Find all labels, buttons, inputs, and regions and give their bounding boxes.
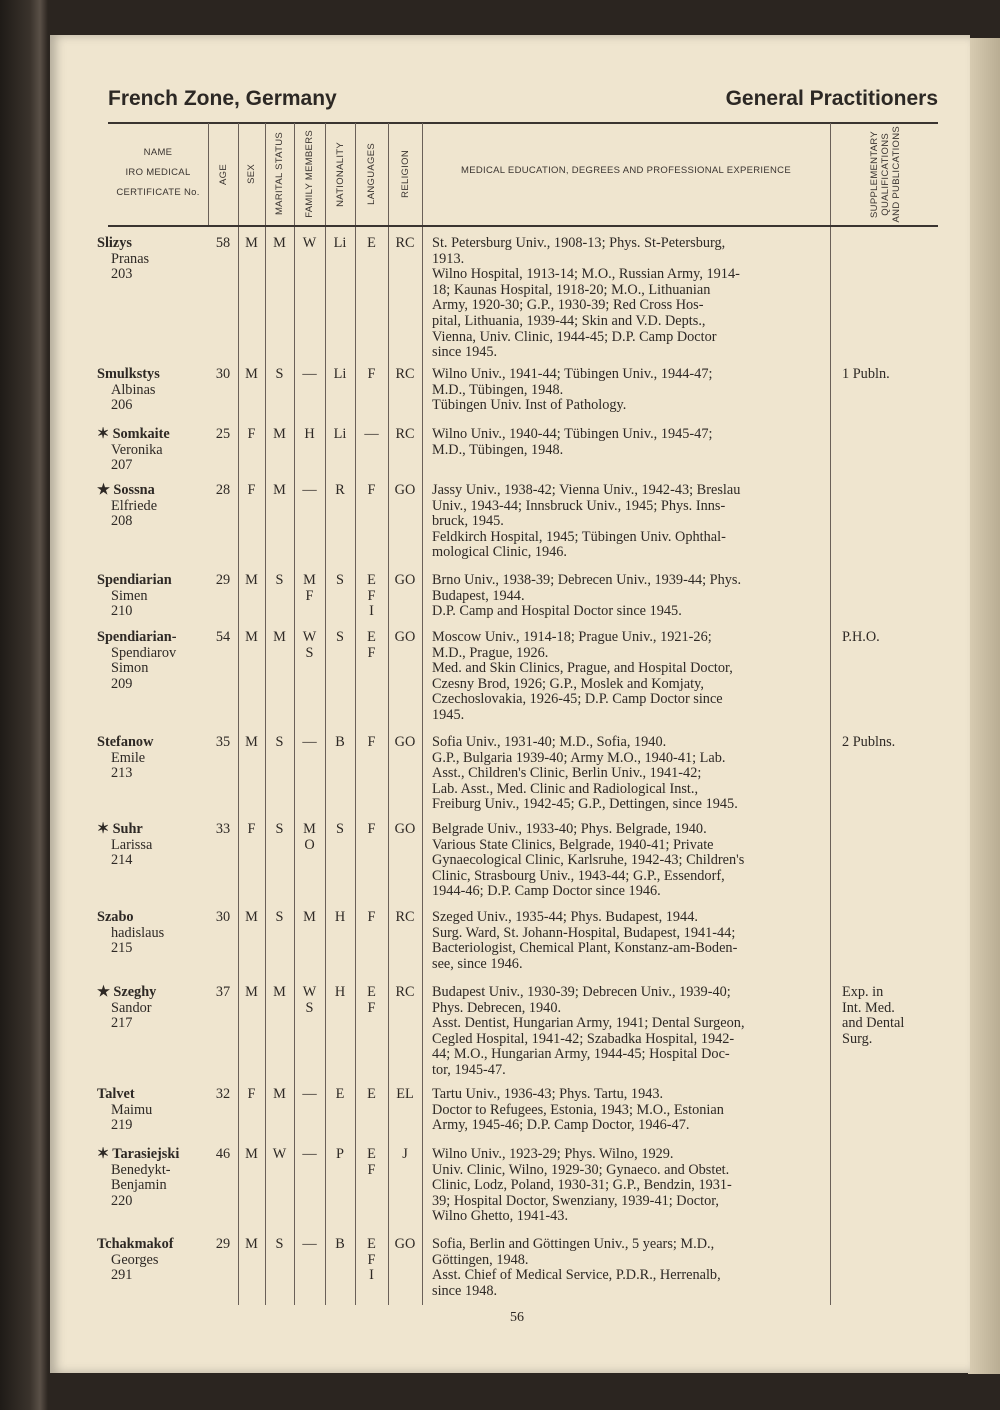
education-line: Freiburg Univ., 1942-45; G.P., Dettingen, since 1945. [432,796,738,813]
education-cell [432,822,827,900]
marital-cell: M [273,629,286,645]
sex-cell: M [245,984,258,1000]
surname: Szabo [97,909,134,925]
religion-cell: GO [394,734,416,750]
practitioner-name [97,822,212,869]
family-cell: — [302,482,317,498]
education-line: Wilno Univ., 1941-44; Tübingen Univ., 1944-47; [432,366,713,382]
given-name: Veronika [111,441,163,458]
column-header-marital: MARITAL STATUS [274,132,285,216]
education-line: 18; Kaunas Hospital, 1918-20; M.O., Lithuanian [432,281,711,298]
education-line: tor, 1945-47. [432,1061,506,1078]
age-cell: 29 [215,1236,231,1252]
column-divider [238,123,239,1305]
surname: Tchakmakof [97,1236,174,1252]
education-line: D.P. Camp and Hospital Doctor since 1945. [432,603,682,620]
religion-cell: GO [394,1236,416,1252]
family-cell: — [302,1236,317,1252]
education-line: Cegled Hospital, 1941-42; Szabadka Hospital, 1942- [432,1030,735,1047]
nationality-cell: S [336,572,344,588]
education-line: pital, Lithuania, 1939-44; Skin and V.D. Depts., [432,312,706,329]
age-cell: 28 [215,482,231,498]
certificate-number: 207 [111,457,133,474]
name-header-line: NAME [143,147,173,158]
column-divider [422,123,423,1305]
given-name: Larissa [111,836,153,853]
education-line: Asst. Dentist, Hungarian Army, 1941; Dental Surgeon, [432,1015,745,1032]
sex-cell: M [245,572,258,588]
surname: Tarasiejski [112,1146,180,1162]
education-cell [432,985,827,1079]
supplementary-cell [842,985,942,1047]
certificate-number: 214 [111,852,133,869]
certificate-number: 209 [111,675,133,692]
education-line: Moscow Univ., 1914-18; Prague Univ., 1921-26; [432,629,712,645]
education-line: Czesny Brod, 1926; G.P., Moslek and Komjaty, [432,675,704,692]
languages-cell: E F [367,984,376,1016]
education-line: Belgrade Univ., 1933-40; Phys. Belgrade, 1940. [432,821,707,837]
column-divider [265,123,266,1305]
languages-cell: — [364,426,379,442]
languages-cell: F [367,909,376,925]
education-line: Clinic, Lodz, Poland, 1930-31; G.P., Bendzin, 1931- [432,1177,732,1194]
age-cell: 35 [215,734,231,750]
given-name: Sandor [111,999,152,1016]
education-line: since 1945. [432,344,498,361]
age-cell: 58 [215,235,231,251]
marital-cell: M [273,984,286,1000]
education-line: Sofia, Berlin and Göttingen Univ., 5 years; M.D., [432,1236,715,1252]
languages-cell: E [367,235,376,251]
star-icon: ★ [97,482,114,498]
surname: Slizys [97,235,132,251]
age-cell: 46 [215,1146,231,1162]
name-header-line: CERTIFICATE No. [116,187,200,198]
sex-cell: M [245,366,258,382]
star-icon: ✶ [97,1146,113,1162]
education-line: G.P., Bulgaria 1939-40; Army M.O., 1940-41; Lab. [432,749,726,766]
languages-cell: F [367,734,376,750]
education-line: Czechoslovakia, 1926-45; D.P. Camp Doctor since [432,691,723,708]
column-header-supplementary: SUPPLEMENTARY QUALIFICATIONS AND PUBLICATIONS [868,125,902,223]
education-line: since 1948. [432,1282,498,1299]
education-cell [432,427,827,458]
given-name: Maimu [111,1101,153,1118]
education-line: bruck, 1945. [432,513,504,530]
column-divider [325,123,326,1305]
supplementary-cell [842,630,942,646]
header-right: General Practitioners [725,87,938,110]
certificate-number: 210 [111,603,133,620]
education-line: Wilno Hospital, 1913-14; M.O., Russian Army, 1914- [432,266,740,283]
column-divider [294,123,295,1305]
education-cell [432,630,827,724]
religion-cell: EL [396,1086,414,1102]
column-header-age: AGE [217,163,229,185]
column-header-nationality: NATIONALITY [334,141,346,207]
practitioner-name [97,630,212,692]
practitioner-name [97,427,212,474]
religion-cell: RC [395,235,415,251]
certificate-number: 220 [111,1192,133,1209]
family-cell: — [302,366,317,382]
nationality-cell: R [335,482,345,498]
practitioner-name [97,367,212,414]
sex-cell: M [245,1146,258,1162]
supplementary-line: P.H.O. [842,629,880,645]
education-line: Wilno Univ., 1923-29; Phys. Wilno, 1929. [432,1146,674,1162]
star-icon: ✶ [97,821,113,837]
certificate-number: 206 [111,397,133,414]
practitioner-name [97,735,212,782]
marital-cell: M [273,235,286,251]
family-cell: M [303,909,316,925]
supplementary-cell [842,735,942,751]
surname: Somkaite [112,426,170,442]
education-line: Göttingen, 1948. [432,1251,529,1268]
practitioner-name [97,1147,212,1209]
languages-cell: E F I [367,572,376,620]
education-cell [432,367,827,414]
education-line: Szeged Univ., 1935-44; Phys. Budapest, 1944. [432,909,698,925]
languages-cell: F [367,482,376,498]
education-cell [432,910,827,972]
education-line: 1945. [432,706,465,723]
nationality-cell: S [336,629,344,645]
supplementary-line: Surg. [842,1030,873,1047]
certificate-number: 213 [111,765,133,782]
education-line: Med. and Skin Clinics, Prague, and Hospital Doctor, [432,660,733,677]
education-line: Wilno Univ., 1940-44; Tübingen Univ., 1945-47; [432,426,713,442]
age-cell: 54 [215,629,231,645]
education-line: Wilno Ghetto, 1941-43. [432,1208,569,1225]
surname: Spendiarian- [97,629,177,645]
marital-cell: S [275,1236,284,1252]
given-name: Benedykt- [111,1161,171,1178]
education-line: see, since 1946. [432,955,523,972]
family-cell: W [302,235,317,251]
marital-cell: M [273,1086,286,1102]
column-header-rule [108,225,938,227]
marital-cell: S [275,366,284,382]
column-header-religion: RELIGION [399,150,411,198]
surname: Smulkstys [97,366,160,382]
languages-cell: E [367,1086,376,1102]
column-header-education: MEDICAL EDUCATION, DEGREES AND PROFESSIONAL EXPERIENCE [461,165,791,176]
supplementary-line: 1 Publn. [842,366,890,382]
column-header-sex: SEX [246,164,257,184]
family-cell: — [302,1086,317,1102]
age-cell: 30 [215,909,231,925]
marital-cell: S [275,821,284,837]
education-line: Budapest Univ., 1930-39; Debrecen Univ., 1939-40; [432,984,731,1000]
surname: Sossna [113,482,155,498]
education-cell [432,735,827,813]
languages-cell: E F I [367,1236,376,1284]
education-line: M.D., Tübingen, 1948. [432,381,564,398]
header-left: French Zone, Germany [108,87,337,110]
education-line: Phys. Debrecen, 1940. [432,999,562,1016]
marital-cell: M [273,426,286,442]
nationality-cell: E [335,1086,345,1102]
given-name: Spendiarov [111,644,177,661]
family-cell: W S [302,984,317,1016]
age-cell: 33 [215,821,231,837]
column-header-languages: LANGUAGES [366,143,377,205]
family-cell: — [302,1146,317,1162]
practitioner-name [97,483,212,530]
practitioner-name [97,1237,212,1284]
supplementary-cell [842,367,942,383]
religion-cell: GO [394,629,416,645]
education-cell [432,573,827,620]
religion-cell: RC [395,426,415,442]
sex-cell: F [247,426,256,442]
family-cell: M O [303,821,316,853]
document-page [50,35,970,1373]
education-line: Various State Clinics, Belgrade, 1940-41; Private [432,836,714,853]
education-line: M.D., Prague, 1926. [432,644,549,661]
education-line: Surg. Ward, St. Johann-Hospital, Budapest, 1941-44; [432,924,736,941]
nationality-cell: B [335,1236,345,1252]
star-icon: ★ [97,984,114,1000]
age-cell: 30 [215,366,231,382]
certificate-number: 203 [111,266,133,283]
column-header-family: FAMILY MEMBERS [304,130,315,218]
given-name: Elfriede [111,497,158,514]
languages-cell: F [367,821,376,837]
name-header-line: IRO MEDICAL [125,167,191,178]
nationality-cell: H [334,909,346,925]
marital-cell: S [275,909,284,925]
sex-cell: M [245,235,258,251]
nationality-cell: Li [333,366,347,382]
surname: Szeghy [113,984,157,1000]
practitioner-name [97,1087,212,1134]
education-line: Gynaecological Clinic, Karlsruhe, 1942-43; Children's [432,852,745,869]
education-line: St. Petersburg Univ., 1908-13; Phys. St-Petersburg, [432,235,726,251]
marital-cell: S [275,572,284,588]
education-line: mological Clinic, 1946. [432,544,568,561]
nationality-cell: S [336,821,344,837]
given-name: hadislaus [111,924,165,941]
nationality-cell: B [335,734,345,750]
education-line: Feldkirch Hospital, 1945; Tübingen Univ. Ophthal- [432,528,726,545]
education-line: 44; M.O., Hungarian Army, 1944-45; Hospital Doc- [432,1046,730,1063]
family-cell: H [304,426,315,442]
given-name: Georges [111,1251,159,1268]
sex-cell: F [247,821,256,837]
certificate-number: 208 [111,513,133,530]
education-line: Asst. Chief of Medical Service, P.D.R., Herrenalb, [432,1267,721,1284]
education-cell [432,483,827,561]
sex-cell: M [245,909,258,925]
supplementary-line: Int. Med. [842,999,895,1016]
education-cell [432,1237,827,1299]
age-cell: 32 [215,1086,231,1102]
languages-cell: E F [367,629,376,661]
languages-cell: E F [367,1146,376,1178]
religion-cell: J [402,1146,408,1162]
page-edge [968,38,1000,1374]
nationality-cell: Li [333,235,347,251]
religion-cell: GO [394,572,416,588]
sex-cell: F [247,482,256,498]
sex-cell: F [247,1086,256,1102]
column-divider [355,123,356,1305]
column-divider [388,123,389,1305]
religion-cell: GO [394,482,416,498]
education-cell [432,1147,827,1225]
nationality-cell: Li [333,426,347,442]
sex-cell: M [245,734,258,750]
marital-cell: W [272,1146,287,1162]
nationality-cell: P [336,1146,344,1162]
marital-cell: S [275,734,284,750]
certificate-number: 291 [111,1267,133,1284]
education-line: Army, 1920-30; G.P., 1930-39; Red Cross Hos- [432,297,704,314]
certificate-number: 215 [111,940,133,957]
nationality-cell: H [334,984,346,1000]
sex-cell: M [245,629,258,645]
religion-cell: RC [395,909,415,925]
star-icon: ✶ [97,426,113,442]
given-name: Simon [111,660,149,677]
surname: Talvet [97,1086,135,1102]
education-cell [432,236,827,361]
supplementary-line: and Dental [842,1015,905,1032]
education-line: 1944-46; D.P. Camp Doctor since 1946. [432,883,661,900]
family-cell: — [302,734,317,750]
practitioner-name [97,236,212,283]
surname: Spendiarian [97,572,172,588]
given-name: Pranas [111,250,150,267]
religion-cell: RC [395,984,415,1000]
education-line: Sofia Univ., 1931-40; M.D., Sofia, 1940. [432,734,667,750]
languages-cell: F [367,366,376,382]
given-name: Simen [111,587,148,604]
education-line: 1913. [432,250,465,267]
education-line: Vienna, Univ. Clinic, 1944-45; D.P. Camp Doctor [432,328,717,345]
given-name: Albinas [111,381,156,398]
education-line: Budapest, 1944. [432,587,525,604]
practitioner-name [97,985,212,1032]
religion-cell: GO [394,821,416,837]
marital-cell: M [273,482,286,498]
education-line: Asst., Children's Clinic, Berlin Univ., 1941-42; [432,765,702,782]
family-cell: W S [302,629,317,661]
given-name: Benjamin [111,1177,167,1194]
surname: Suhr [112,821,143,837]
education-cell [432,1087,827,1134]
education-line: M.D., Tübingen, 1948. [432,441,564,458]
supplementary-line: Exp. in [842,984,884,1000]
sex-cell: M [245,1236,258,1252]
education-line: Clinic, Strasbourg Univ., 1943-44; G.P., Essendorf, [432,867,725,884]
certificate-number: 219 [111,1117,133,1134]
surname: Stefanow [97,734,154,750]
education-line: Tübingen Univ. Inst of Pathology. [432,397,627,414]
education-line: Univ., 1943-44; Innsbruck Univ., 1945; Phys. Inns- [432,497,726,514]
family-cell: M F [303,572,316,604]
column-header-name [108,143,208,203]
education-line: Univ. Clinic, Wilno, 1929-30; Gynaeco. and Obstet. [432,1161,730,1178]
given-name: Emile [111,749,146,766]
education-line: Jassy Univ., 1938-42; Vienna Univ., 1942-43; Breslau [432,482,741,498]
supplementary-line: 2 Publns. [842,734,896,750]
religion-cell: RC [395,366,415,382]
practitioner-name [97,910,212,957]
education-line: Army, 1945-46; D.P. Camp Doctor, 1946-47. [432,1117,690,1134]
education-line: Tartu Univ., 1936-43; Phys. Tartu, 1943. [432,1086,664,1102]
age-cell: 25 [215,426,231,442]
education-line: Brno Univ., 1938-39; Debrecen Univ., 1939-44; Phys. [432,572,742,588]
education-line: Lab. Asst., Med. Clinic and Radiological Inst., [432,780,699,797]
education-line: Bacteriologist, Chemical Plant, Konstanz-am-Boden- [432,940,738,957]
age-cell: 37 [215,984,231,1000]
certificate-number: 217 [111,1015,133,1032]
column-divider [830,123,831,1305]
age-cell: 29 [215,572,231,588]
education-line: 39; Hospital Doctor, Swenziany, 1939-41; Doctor, [432,1192,719,1209]
practitioner-name [97,573,212,620]
education-line: Doctor to Refugees, Estonia, 1943; M.O., Estonian [432,1101,724,1118]
page-number: 56 [510,1310,524,1325]
